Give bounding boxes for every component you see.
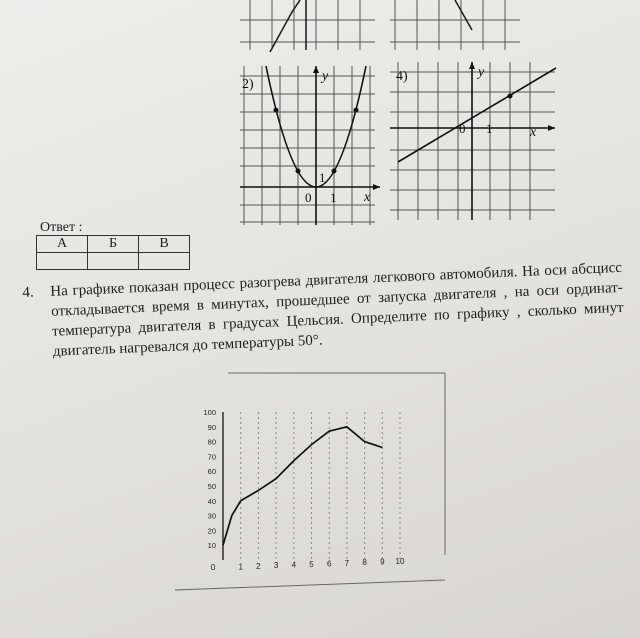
- chart-x-tick-label: 4: [291, 560, 297, 570]
- graph-4-label: 4): [396, 69, 408, 84]
- answer-label: Ответ :: [40, 220, 83, 235]
- chart-y-tick-label: 60: [207, 467, 216, 477]
- chart-y-tick-label: 90: [207, 422, 216, 432]
- chart-y-tick-label: 100: [203, 408, 216, 417]
- task-number: 4.: [22, 284, 34, 301]
- chart-x-tick-label: 3: [273, 561, 279, 571]
- chart-x-tick-label: 10: [395, 557, 405, 566]
- chart-y-tick-label: 50: [207, 482, 216, 491]
- chart-y-tick-label: 10: [207, 541, 216, 551]
- chart-y-tick-label: 20: [207, 526, 216, 536]
- graph-4-origin: 0: [459, 121, 466, 136]
- answer-header-v: В: [139, 236, 190, 253]
- chart-y-tick-label: 30: [207, 511, 216, 521]
- chart-y-tick-label: 70: [207, 452, 216, 462]
- chart-x-tick-label: 6: [326, 559, 332, 569]
- chart-x-tick-label: 0: [210, 563, 216, 572]
- graph-2-unit-y: 1: [319, 170, 326, 185]
- chart-x-tick-label: 5: [309, 560, 314, 569]
- answer-header-a: А: [37, 236, 88, 253]
- graph-2-unit-x: 1: [330, 190, 337, 205]
- graph-2-y-label: y: [322, 69, 329, 84]
- graph-4-y-label: y: [478, 65, 485, 80]
- task-text: На графике показан процесс разогрева двигателя легкового автомобиля. На оси абсцисс откладывается время в минутах, прошедшее от запуска двигателя , на оси ординат- температура двигателя в градусах Цельсия. Определите по графику , сколько минут двигатель нагревался до температуры 50°.: [50, 259, 624, 360]
- graph-2-label: 2): [242, 77, 254, 92]
- chart-y-tick-label: 80: [207, 437, 216, 447]
- graph-4-x-label: x: [530, 125, 537, 140]
- chart-x-tick-label: 1: [238, 562, 243, 572]
- graph-2-origin: 0: [305, 190, 312, 205]
- chart-x-tick-label: 7: [344, 558, 350, 568]
- chart-series-line: [223, 427, 382, 545]
- graph-4-unit: 1: [486, 121, 493, 136]
- answer-header-b: Б: [88, 236, 139, 253]
- chart-x-tick-label: 9: [380, 557, 385, 567]
- chart-x-tick-label: 8: [362, 558, 367, 568]
- chart-x-tick-label: 2: [256, 561, 261, 571]
- chart-y-tick-label: 40: [207, 496, 216, 506]
- chart-frame-bottom: [175, 580, 445, 590]
- graph-2-x-label: x: [364, 190, 371, 205]
